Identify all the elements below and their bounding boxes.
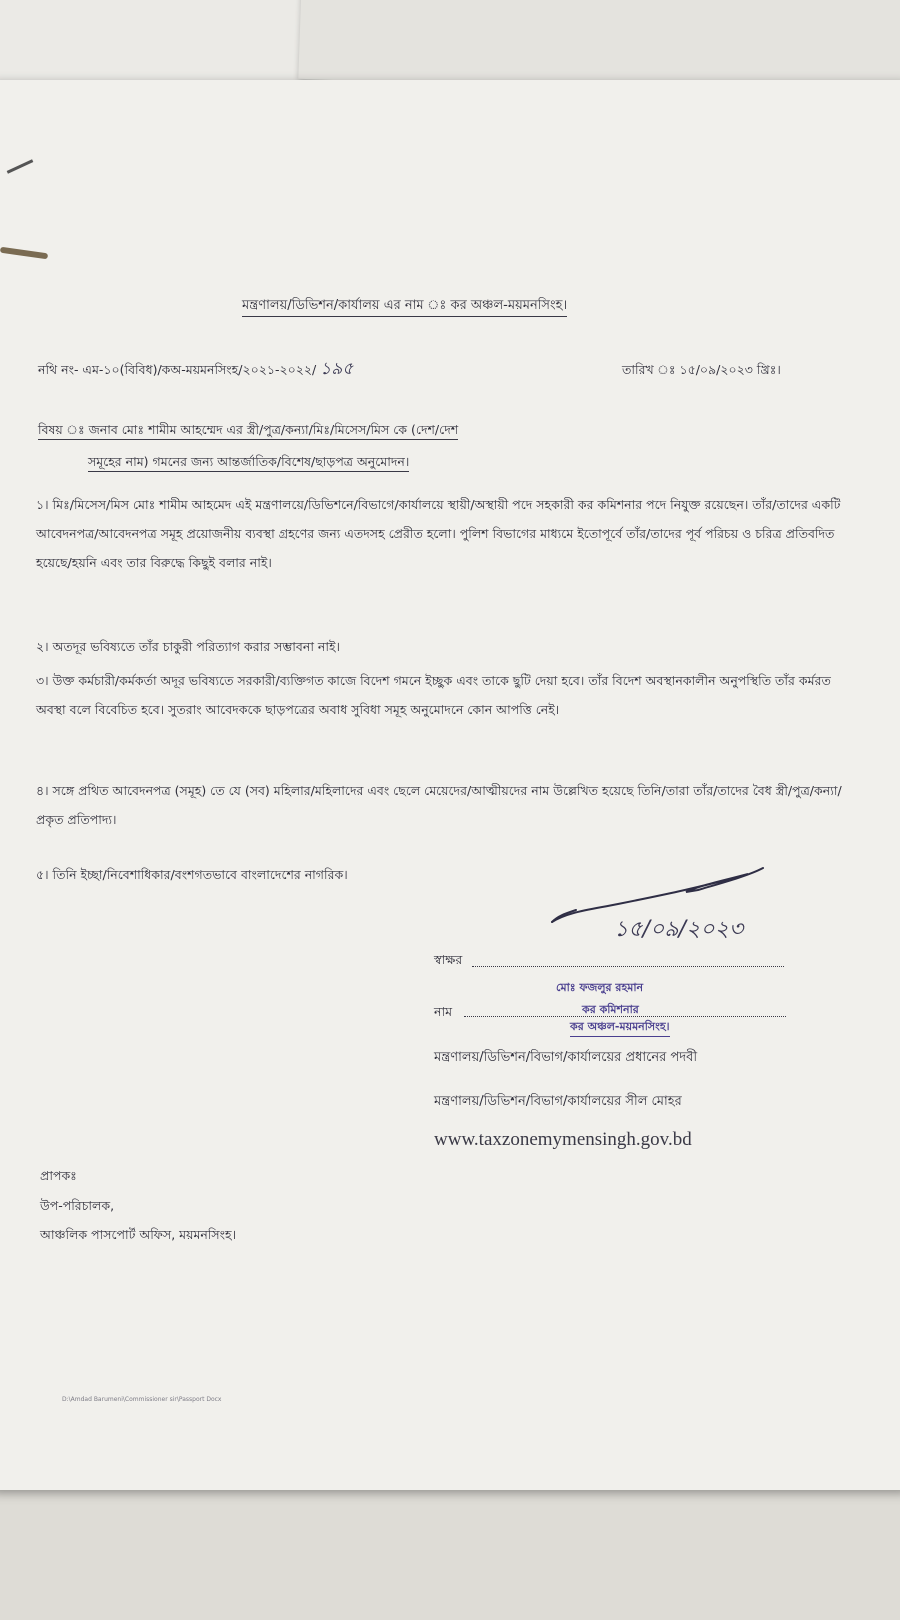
designation-line: মন্ত্রণালয়/ডিভিশন/বিভাগ/কার্যালয়ের প্রধানের পদবী bbox=[434, 1050, 698, 1065]
paragraph-2: ২। অতদূর ভবিষ্যতে তাঁর চাকুরী পরিত্যাগ করার সম্ভাবনা নাই। bbox=[36, 639, 340, 654]
stamp-name: মোঃ ফজলুর রহমান bbox=[556, 981, 644, 994]
name-label: নাম bbox=[434, 1004, 453, 1019]
recipient-office: আঞ্চলিক পাসপোর্ট অফিস, ময়মনসিংহ। bbox=[40, 1227, 237, 1242]
signature-date: ১৫/০৯/২০২৩ bbox=[614, 917, 744, 942]
seal-line: মন্ত্রণালয়/ডিভিশন/বিভাগ/কার্যালয়ের সীল মোহর bbox=[434, 1094, 682, 1109]
subject-line-1: বিষয় ঃ জনাব মোঃ শামীম আহম্মেদ এর স্ত্রী/পুত্র/কন্যা/মিঃ/মিসেস/মিস কে (দেশ/দেশ bbox=[38, 420, 458, 440]
reference-number: নথি নং- এম-১০(বিবিধ)/কঅ-ময়মনসিংহ/২০২১-২০২২/ ১৯৫ bbox=[38, 359, 354, 379]
paragraph-5: ৫। তিনি ইচ্ছা/নিবেশাধিকার/বংশগতভাবে বাংলাদেশের নাগরিক। bbox=[36, 867, 348, 882]
background-paper bbox=[0, 1480, 900, 1620]
file-path-footer: D:\Amdad Barumeni\Commissioner sir\Passport Docx bbox=[62, 1396, 222, 1403]
letter-date: তারিখ ঃ ১৫/০৯/২০২৩ খ্রিঃ। bbox=[622, 362, 781, 377]
office-heading: মন্ত্রণালয়/ডিভিশন/কার্যালয় এর নাম ঃ কর অঞ্চল-ময়মনসিংহ। bbox=[242, 296, 567, 317]
signature-label: স্বাক্ষর bbox=[434, 952, 463, 967]
paragraph-3: ৩। উক্ত কর্মচারী/কর্মকর্তা অদূর ভবিষ্যতে সরকারী/ব্যক্তিগত কাজে বিদেশ গমনে ইচ্ছুক এবং তাকে ছুটি দেয়া হবে। তাঁর বিদেশ অবস্থানকালীন অনুপস্থিতি তাঁর কর্মরত অবস্থা বলে বিবেচিত হবে। সুতরাং আবেদককে ছাড়পত্রের অবাধ সুবিধা সমূহ অনুমোদনে কোন আপত্তি নেই। bbox=[36, 673, 831, 717]
recipient-label: প্রাপকঃ bbox=[40, 1168, 77, 1183]
stamp-title: কর কমিশনার bbox=[582, 1003, 639, 1016]
office-website: www.taxzonemymensingh.gov.bd bbox=[434, 1129, 692, 1150]
paragraph-4: ৪। সঙ্গে প্রথিত আবেদনপত্র (সমূহ) তে যে (সব) মহিলার/মহিলাদের এবং ছেলে মেয়েদের/আত্মীয়দের নাম উল্লেখিত হয়েছে তিনি/তারা তাঁর/তাদের বৈধ স্ত্রী/পুত্র/কন্যা/প্রকৃত প্রতিপাদ্য। bbox=[36, 783, 842, 827]
recipient-title: উপ-পরিচালক, bbox=[40, 1198, 115, 1213]
subject-line-2: সমূহের নাম) গমনের জন্য আন্তর্জাতিক/বিশেষ/ছাড়পত্র অনুমোদন। bbox=[88, 452, 409, 472]
stamp-office: কর অঞ্চল-ময়মনসিংহ। bbox=[570, 1017, 670, 1037]
signature-dotted-line bbox=[472, 966, 784, 967]
paragraph-1: ১। মিঃ/মিসেস/মিস মোঃ শামীম আহমেদ এই মন্ত্রণালয়ে/ডিভিশনে/বিভাগে/কার্যালয়ে স্থায়ী/অস্থায়ী পদে সহকারী কর কমিশনার পদে নিযুক্ত রয়েছেন। তাঁর/তাদের একটি আবেদনপত্র/আবেদনপত্র সমূহ প্রয়োজনীয় ব্যবস্থা গ্রহণের জন্য এতদসহ প্রেরীত হলো। পুলিশ বিভাগের মাধ্যমে ইতোপূর্বে তাঁর/তাদের পূর্ব পরিচয় ও চরিত্র প্রতিবদিত হয়েছে/হয়নি এবং তার বিরুদ্ধে কিছুই বলার নাই। bbox=[36, 497, 841, 570]
handwritten-ref-number: ১৯৫ bbox=[320, 359, 354, 379]
